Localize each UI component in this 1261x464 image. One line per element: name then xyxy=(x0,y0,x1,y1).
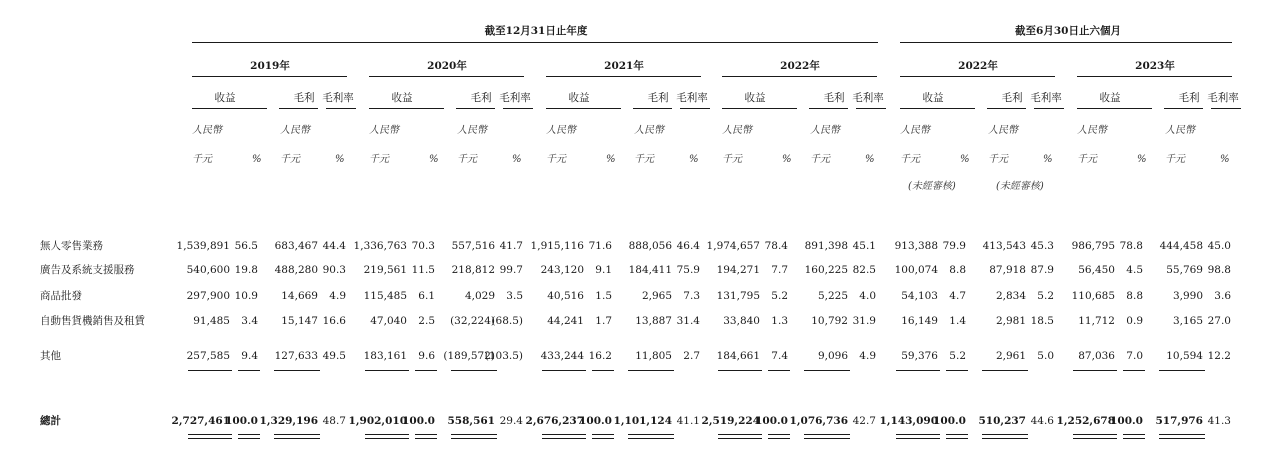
table-cell: 16,149 xyxy=(901,315,938,327)
total-double-underline xyxy=(628,438,674,439)
period-underline xyxy=(192,42,878,43)
col-underline xyxy=(503,108,533,109)
total-double-underline xyxy=(718,434,762,435)
total-double-underline xyxy=(1073,434,1117,435)
col-underline xyxy=(1211,108,1241,109)
subtotal-underline xyxy=(415,370,437,371)
currency-label: 人民幣 xyxy=(1165,125,1195,136)
table-cell: 444,458 xyxy=(1159,240,1203,252)
table-cell: 297,900 xyxy=(186,290,230,302)
year-header: 2020年 xyxy=(427,60,467,72)
total-double-underline xyxy=(982,434,1028,435)
table-cell: 160,225 xyxy=(804,264,848,276)
table-cell: 891,398 xyxy=(804,240,848,252)
table-cell: 2.5 xyxy=(418,315,435,327)
total-cell: 100.0 xyxy=(579,415,612,427)
table-cell: 1.3 xyxy=(771,315,788,327)
subtotal-underline xyxy=(1159,370,1205,371)
total-cell: 42.7 xyxy=(852,415,876,427)
table-cell: 194,271 xyxy=(716,264,760,276)
subtotal-underline xyxy=(718,370,762,371)
currency-label: 人民幣 xyxy=(988,125,1018,136)
total-cell: 100.0 xyxy=(933,415,966,427)
col-header-revenue: 收益 xyxy=(568,92,590,104)
table-cell: 218,812 xyxy=(451,264,495,276)
currency-label: 人民幣 xyxy=(634,125,664,136)
col-underline xyxy=(546,108,621,109)
total-label: 總計 xyxy=(40,415,61,427)
unit-thousand: 千元 xyxy=(810,154,830,165)
year-header: 2022年 xyxy=(958,60,998,72)
subtotal-underline xyxy=(1073,370,1117,371)
table-cell: 3.5 xyxy=(506,290,523,302)
total-double-underline xyxy=(592,434,614,435)
unit-percent: % xyxy=(512,154,522,165)
table-cell: 1,539,891 xyxy=(176,240,230,252)
col-header-gross-profit: 毛利 xyxy=(293,92,315,104)
table-cell: 4.0 xyxy=(859,290,876,302)
total-double-underline xyxy=(451,438,497,439)
unit-percent: % xyxy=(429,154,439,165)
row-label: 商品批發 xyxy=(40,290,82,302)
table-cell: (68.5) xyxy=(491,315,523,327)
table-cell: 14,669 xyxy=(281,290,318,302)
table-cell: (103.5) xyxy=(484,350,523,362)
total-double-underline xyxy=(415,438,437,439)
unit-percent: % xyxy=(252,154,262,165)
table-cell: (189,572) xyxy=(443,350,495,362)
total-cell: 41.1 xyxy=(676,415,700,427)
col-header-gross-margin: 毛利率 xyxy=(322,92,354,104)
total-cell: 100.0 xyxy=(402,415,435,427)
col-underline xyxy=(1164,108,1203,109)
unit-thousand: 千元 xyxy=(900,154,920,165)
subtotal-underline xyxy=(804,370,850,371)
col-underline xyxy=(369,108,444,109)
total-cell: 510,237 xyxy=(978,415,1026,427)
total-double-underline xyxy=(1159,434,1205,435)
table-cell: 19.8 xyxy=(234,264,258,276)
table-cell: 98.8 xyxy=(1207,264,1231,276)
currency-label: 人民幣 xyxy=(810,125,840,136)
year-header: 2021年 xyxy=(604,60,644,72)
table-cell: 5.2 xyxy=(949,350,966,362)
period-header: 截至6月30日止六個月 xyxy=(1015,25,1121,37)
table-cell: 8.8 xyxy=(1126,290,1143,302)
table-cell: 683,467 xyxy=(274,240,318,252)
total-double-underline xyxy=(365,434,409,435)
table-cell: 2,965 xyxy=(641,290,672,302)
table-cell: 184,411 xyxy=(628,264,672,276)
unit-percent: % xyxy=(865,154,875,165)
col-underline xyxy=(1077,108,1152,109)
row-label: 其他 xyxy=(40,350,61,362)
total-cell: 100.0 xyxy=(225,415,258,427)
period-header: 截至12月31日止年度 xyxy=(484,25,588,37)
total-double-underline xyxy=(946,434,968,435)
total-cell: 1,076,736 xyxy=(789,415,848,427)
table-cell: 5.0 xyxy=(1037,350,1054,362)
table-cell: 44,241 xyxy=(547,315,584,327)
table-cell: 243,120 xyxy=(540,264,584,276)
total-cell: 1,143,090 xyxy=(879,415,938,427)
subtotal-underline xyxy=(1123,370,1145,371)
table-cell: 0.9 xyxy=(1126,315,1143,327)
total-cell: 2,519,224 xyxy=(701,415,760,427)
table-cell: 99.7 xyxy=(499,264,523,276)
currency-label: 人民幣 xyxy=(457,125,487,136)
col-header-gross-margin: 毛利率 xyxy=(499,92,531,104)
table-cell: 75.9 xyxy=(676,264,700,276)
col-header-gross-margin: 毛利率 xyxy=(1207,92,1239,104)
col-header-gross-profit: 毛利 xyxy=(1178,92,1200,104)
col-header-gross-margin: 毛利率 xyxy=(1030,92,1062,104)
table-cell: 10,792 xyxy=(811,315,848,327)
table-cell: 31.9 xyxy=(852,315,876,327)
total-double-underline xyxy=(238,434,260,435)
subtotal-underline xyxy=(274,370,320,371)
unit-thousand: 千元 xyxy=(1165,154,1185,165)
period-underline xyxy=(900,42,1232,43)
table-cell: 13,887 xyxy=(635,315,672,327)
unit-percent: % xyxy=(335,154,345,165)
table-cell: 4.9 xyxy=(329,290,346,302)
year-underline xyxy=(722,76,877,77)
table-cell: 31.4 xyxy=(676,315,700,327)
total-double-underline xyxy=(628,434,674,435)
total-cell: 100.0 xyxy=(755,415,788,427)
table-cell: 91,485 xyxy=(193,315,230,327)
total-double-underline xyxy=(1073,438,1117,439)
table-cell: 12.2 xyxy=(1207,350,1231,362)
total-cell: 1,101,124 xyxy=(613,415,672,427)
total-double-underline xyxy=(896,438,940,439)
total-double-underline xyxy=(415,434,437,435)
table-cell: 11,712 xyxy=(1078,315,1115,327)
table-cell: 1,915,116 xyxy=(530,240,584,252)
col-underline xyxy=(326,108,356,109)
unit-percent: % xyxy=(1137,154,1147,165)
col-underline xyxy=(680,108,710,109)
table-cell: 4.5 xyxy=(1126,264,1143,276)
table-cell: 40,516 xyxy=(547,290,584,302)
currency-label: 人民幣 xyxy=(192,125,222,136)
total-double-underline xyxy=(1123,434,1145,435)
total-cell: 48.7 xyxy=(322,415,346,427)
total-double-underline xyxy=(804,438,850,439)
year-underline xyxy=(369,76,524,77)
unit-thousand: 千元 xyxy=(546,154,566,165)
table-cell: 2,981 xyxy=(995,315,1026,327)
total-cell: 44.6 xyxy=(1030,415,1054,427)
table-cell: 9,096 xyxy=(817,350,848,362)
table-cell: 219,561 xyxy=(363,264,407,276)
total-double-underline xyxy=(542,438,586,439)
table-cell: 10.9 xyxy=(234,290,258,302)
table-cell: 7.0 xyxy=(1126,350,1143,362)
total-cell: 558,561 xyxy=(447,415,495,427)
unit-thousand: 千元 xyxy=(280,154,300,165)
currency-label: 人民幣 xyxy=(546,125,576,136)
table-cell: 87,918 xyxy=(989,264,1026,276)
table-cell: 11,805 xyxy=(635,350,672,362)
table-cell: 27.0 xyxy=(1207,315,1231,327)
table-cell: 45.1 xyxy=(852,240,876,252)
table-cell: 49.5 xyxy=(322,350,346,362)
table-cell: 90.3 xyxy=(322,264,346,276)
total-double-underline xyxy=(238,438,260,439)
table-cell: 7.7 xyxy=(771,264,788,276)
table-cell: 888,056 xyxy=(628,240,672,252)
total-cell: 1,252,678 xyxy=(1056,415,1115,427)
table-cell: 413,543 xyxy=(982,240,1026,252)
table-cell: 127,633 xyxy=(274,350,318,362)
total-double-underline xyxy=(804,434,850,435)
col-header-gross-profit: 毛利 xyxy=(470,92,492,104)
table-cell: 9.1 xyxy=(595,264,612,276)
total-double-underline xyxy=(542,434,586,435)
total-double-underline xyxy=(896,434,940,435)
total-cell: 100.0 xyxy=(1110,415,1143,427)
row-label: 廣告及系統支援服務 xyxy=(40,264,135,276)
col-header-revenue: 收益 xyxy=(1099,92,1121,104)
col-underline xyxy=(809,108,848,109)
table-cell: 56,450 xyxy=(1078,264,1115,276)
table-cell: 1,336,763 xyxy=(353,240,407,252)
table-cell: 9.6 xyxy=(418,350,435,362)
table-cell: 54,103 xyxy=(901,290,938,302)
col-header-revenue: 收益 xyxy=(744,92,766,104)
subtotal-underline xyxy=(238,370,260,371)
table-cell: 11.5 xyxy=(411,264,435,276)
unit-thousand: 千元 xyxy=(192,154,212,165)
col-underline xyxy=(722,108,797,109)
table-cell: 557,516 xyxy=(451,240,495,252)
table-cell: 1.4 xyxy=(949,315,966,327)
table-cell: 4,029 xyxy=(464,290,495,302)
table-cell: 3.6 xyxy=(1214,290,1231,302)
unit-percent: % xyxy=(606,154,616,165)
total-cell: 1,329,196 xyxy=(259,415,318,427)
unit-thousand: 千元 xyxy=(722,154,742,165)
total-double-underline xyxy=(768,434,790,435)
total-double-underline xyxy=(1123,438,1145,439)
total-double-underline xyxy=(274,434,320,435)
table-cell: 18.5 xyxy=(1030,315,1054,327)
currency-label: 人民幣 xyxy=(369,125,399,136)
table-cell: 3,990 xyxy=(1172,290,1203,302)
table-cell: 7.4 xyxy=(771,350,788,362)
col-header-gross-profit: 毛利 xyxy=(647,92,669,104)
subtotal-underline xyxy=(365,370,409,371)
total-cell: 1,902,010 xyxy=(348,415,407,427)
table-cell: 9.4 xyxy=(241,350,258,362)
currency-label: 人民幣 xyxy=(722,125,752,136)
table-cell: 45.3 xyxy=(1030,240,1054,252)
unaudited-note: (未經審核) xyxy=(908,181,956,192)
table-cell: 7.3 xyxy=(683,290,700,302)
table-cell: 183,161 xyxy=(363,350,407,362)
table-cell: 59,376 xyxy=(901,350,938,362)
col-underline xyxy=(456,108,495,109)
table-cell: 41.7 xyxy=(499,240,523,252)
table-cell: 110,685 xyxy=(1071,290,1115,302)
total-double-underline xyxy=(982,438,1028,439)
col-underline xyxy=(192,108,267,109)
table-cell: 70.3 xyxy=(411,240,435,252)
total-double-underline xyxy=(188,438,232,439)
table-cell: 79.9 xyxy=(942,240,966,252)
year-underline xyxy=(192,76,347,77)
table-cell: 4.9 xyxy=(859,350,876,362)
table-cell: 6.1 xyxy=(418,290,435,302)
table-cell: 488,280 xyxy=(274,264,318,276)
total-double-underline xyxy=(718,438,762,439)
table-cell: 3,165 xyxy=(1172,315,1203,327)
col-header-gross-profit: 毛利 xyxy=(823,92,845,104)
table-cell: 184,661 xyxy=(716,350,760,362)
total-cell: 29.4 xyxy=(499,415,523,427)
unit-percent: % xyxy=(1220,154,1230,165)
table-cell: 33,840 xyxy=(723,315,760,327)
total-cell: 2,676,237 xyxy=(525,415,584,427)
table-cell: 47,040 xyxy=(370,315,407,327)
table-cell: 3.4 xyxy=(241,315,258,327)
table-cell: 5,225 xyxy=(817,290,848,302)
table-cell: 10,594 xyxy=(1166,350,1203,362)
subtotal-underline xyxy=(451,370,497,371)
total-double-underline xyxy=(1159,438,1205,439)
table-cell: 5.2 xyxy=(1037,290,1054,302)
table-cell: 5.2 xyxy=(771,290,788,302)
subtotal-underline xyxy=(542,370,586,371)
col-underline xyxy=(633,108,672,109)
unit-percent: % xyxy=(689,154,699,165)
table-cell: 71.6 xyxy=(588,240,612,252)
row-label: 自動售貨機銷售及租賃 xyxy=(40,315,145,327)
table-cell: 56.5 xyxy=(234,240,258,252)
year-header: 2022年 xyxy=(780,60,820,72)
table-cell: 8.8 xyxy=(949,264,966,276)
table-cell: 55,769 xyxy=(1166,264,1203,276)
unit-percent: % xyxy=(782,154,792,165)
col-underline xyxy=(856,108,886,109)
unit-percent: % xyxy=(1043,154,1053,165)
currency-label: 人民幣 xyxy=(1077,125,1107,136)
table-cell: 45.0 xyxy=(1207,240,1231,252)
total-double-underline xyxy=(946,438,968,439)
unaudited-note: (未經審核) xyxy=(996,181,1044,192)
total-double-underline xyxy=(592,438,614,439)
table-cell: 100,074 xyxy=(894,264,938,276)
subtotal-underline xyxy=(592,370,614,371)
subtotal-underline xyxy=(628,370,674,371)
unit-thousand: 千元 xyxy=(369,154,389,165)
currency-label: 人民幣 xyxy=(900,125,930,136)
total-double-underline xyxy=(451,434,497,435)
table-cell: 2.7 xyxy=(683,350,700,362)
year-underline xyxy=(900,76,1055,77)
table-cell: 78.8 xyxy=(1119,240,1143,252)
row-label: 無人零售業務 xyxy=(40,240,103,252)
col-header-revenue: 收益 xyxy=(391,92,413,104)
table-cell: 15,147 xyxy=(281,315,318,327)
table-cell: (32,224) xyxy=(450,315,495,327)
table-cell: 16.6 xyxy=(322,315,346,327)
table-cell: 82.5 xyxy=(852,264,876,276)
total-cell: 2,727,461 xyxy=(171,415,230,427)
table-cell: 913,388 xyxy=(894,240,938,252)
subtotal-underline xyxy=(768,370,790,371)
total-cell: 41.3 xyxy=(1207,415,1231,427)
unit-thousand: 千元 xyxy=(1077,154,1097,165)
table-cell: 433,244 xyxy=(540,350,584,362)
col-underline xyxy=(900,108,975,109)
year-underline xyxy=(546,76,701,77)
table-cell: 4.7 xyxy=(949,290,966,302)
unit-thousand: 千元 xyxy=(634,154,654,165)
unit-thousand: 千元 xyxy=(988,154,1008,165)
col-underline xyxy=(1034,108,1064,109)
col-underline xyxy=(987,108,1026,109)
total-double-underline xyxy=(274,438,320,439)
col-header-revenue: 收益 xyxy=(922,92,944,104)
table-cell: 540,600 xyxy=(186,264,230,276)
col-header-gross-margin: 毛利率 xyxy=(852,92,884,104)
currency-label: 人民幣 xyxy=(280,125,310,136)
total-double-underline xyxy=(768,438,790,439)
table-cell: 16.2 xyxy=(588,350,612,362)
total-double-underline xyxy=(365,438,409,439)
col-header-gross-margin: 毛利率 xyxy=(676,92,708,104)
table-cell: 87,036 xyxy=(1078,350,1115,362)
table-cell: 131,795 xyxy=(716,290,760,302)
year-underline xyxy=(1077,76,1232,77)
table-cell: 2,961 xyxy=(995,350,1026,362)
table-cell: 115,485 xyxy=(363,290,407,302)
table-cell: 986,795 xyxy=(1071,240,1115,252)
year-header: 2019年 xyxy=(250,60,290,72)
table-cell: 257,585 xyxy=(186,350,230,362)
unit-percent: % xyxy=(960,154,970,165)
table-cell: 44.4 xyxy=(322,240,346,252)
table-cell: 1.7 xyxy=(595,315,612,327)
subtotal-underline xyxy=(188,370,232,371)
table-cell: 78.4 xyxy=(764,240,788,252)
unit-thousand: 千元 xyxy=(457,154,477,165)
table-cell: 1.5 xyxy=(595,290,612,302)
col-underline xyxy=(279,108,318,109)
total-cell: 517,976 xyxy=(1155,415,1203,427)
year-header: 2023年 xyxy=(1135,60,1175,72)
table-cell: 2,834 xyxy=(995,290,1026,302)
table-cell: 1,974,657 xyxy=(706,240,760,252)
subtotal-underline xyxy=(982,370,1028,371)
subtotal-underline xyxy=(896,370,940,371)
col-header-revenue: 收益 xyxy=(214,92,236,104)
table-cell: 87.9 xyxy=(1030,264,1054,276)
table-cell: 46.4 xyxy=(676,240,700,252)
col-header-gross-profit: 毛利 xyxy=(1001,92,1023,104)
total-double-underline xyxy=(188,434,232,435)
subtotal-underline xyxy=(946,370,968,371)
